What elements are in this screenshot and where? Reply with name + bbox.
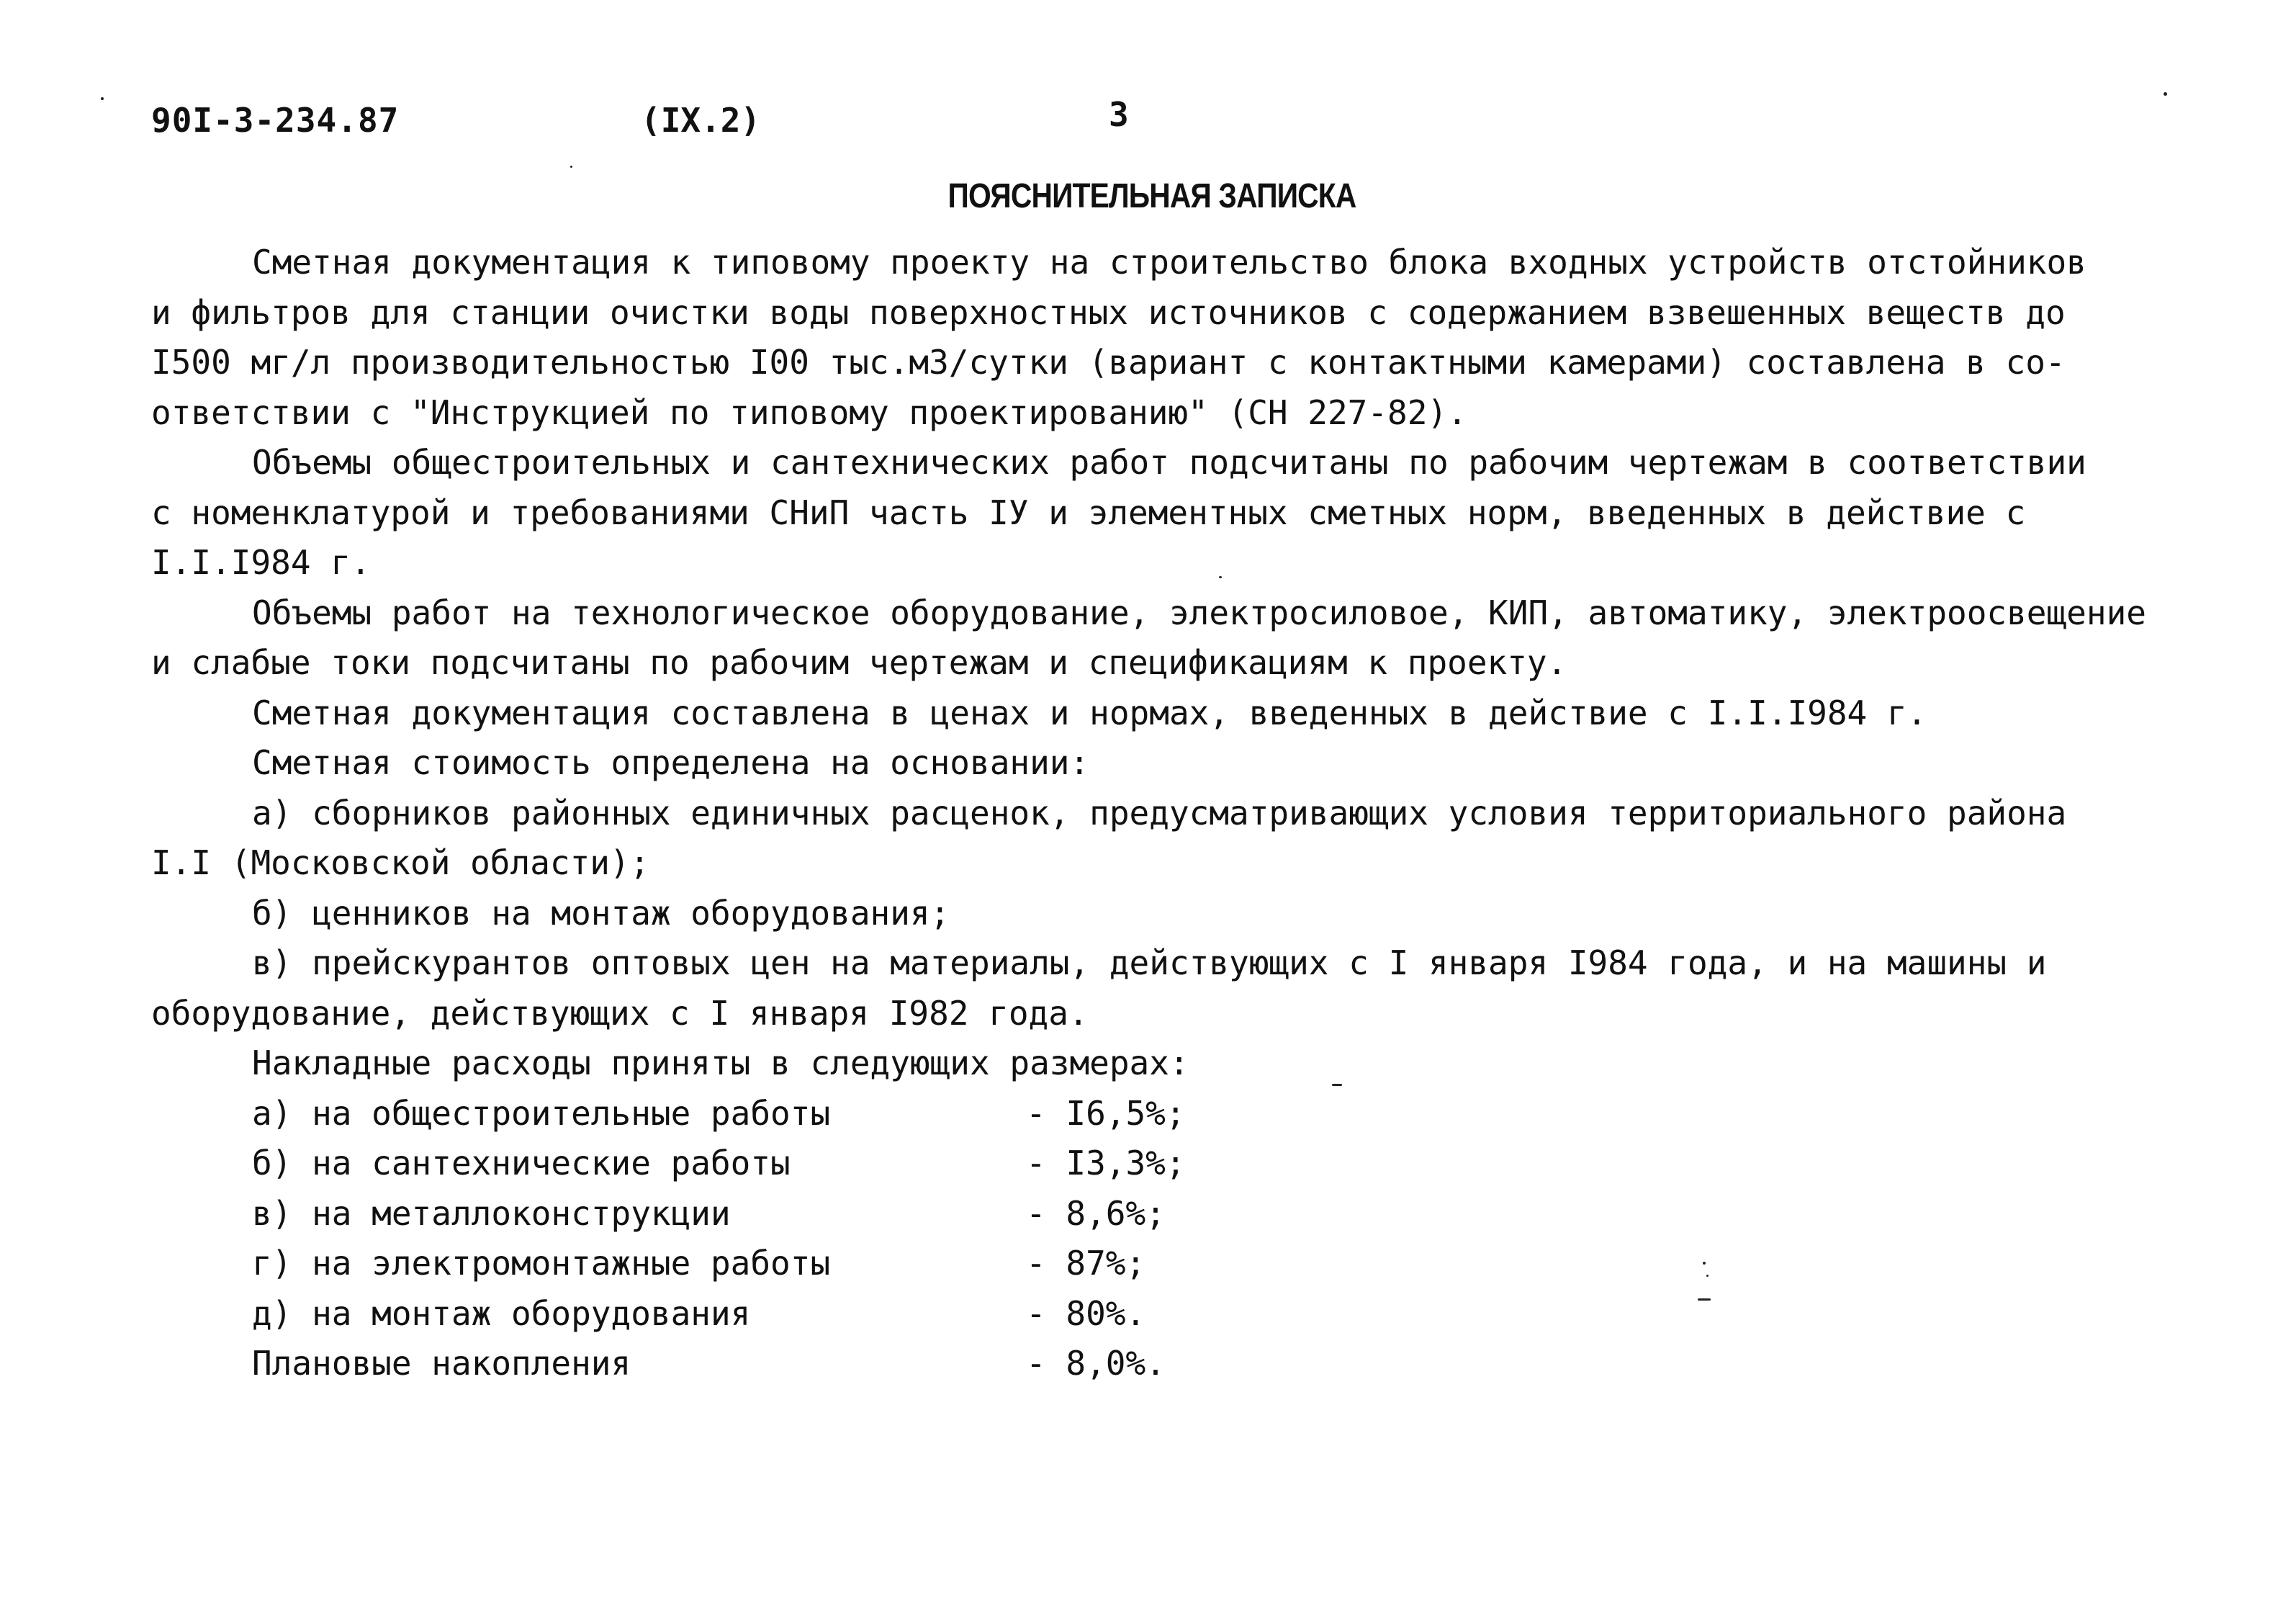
paragraph-line: I.I.I984 г. [151,543,371,582]
rate-label: б) на сантехнические работы [252,1144,791,1182]
rate-value: - I3,3%; [1026,1144,1186,1182]
overhead-rate-row [151,1289,2160,1339]
document-body [151,238,2160,1389]
paragraph-line: ответствии с "Инструкцией по типовому проектированию" (СН 227-82). [151,392,1467,432]
scan-speck [570,166,572,168]
page-number: 3 [1109,95,1129,134]
page-title: ПОЯСНИТЕЛЬНАЯ ЗАПИСКА [947,177,1356,215]
rate-value: - I6,5%; [1026,1093,1186,1133]
scan-speck [1698,1298,1711,1301]
overhead-rate-row [151,1139,2160,1189]
paragraph-line: I.I (Московской области); [151,843,650,882]
paragraph-line: Объемы общестроительных и сантехнических работ подсчитаны по рабочим чертежам в соответствии [252,443,2086,482]
rate-label: Плановые накопления [252,1344,631,1383]
paragraph-line: б) ценников на монтаж оборудования; [252,893,950,933]
rate-value: - 8,0%. [1026,1344,1166,1383]
paragraph-line: I500 мг/л производительностью I00 тыс.м3/сутки (вариант с контактными камерами) составлена в со- [151,343,2066,382]
rate-value: - 8,6%; [1026,1193,1166,1233]
rate-label: в) на металлоконструкции [252,1193,731,1233]
rate-label: а) на общестроительные работы [252,1093,831,1133]
scan-speck [1219,576,1222,578]
scan-speck [1703,1262,1706,1265]
rate-label: д) на монтаж оборудования [252,1293,751,1333]
paragraph-line: оборудование, действующих с I января I982 года. [151,993,1089,1033]
overhead-rate-row [151,1189,2160,1239]
rate-value: - 80%. [1026,1293,1146,1333]
paragraph-line: и слабые токи подсчитаны по рабочим чертежам и спецификациям к проекту. [151,643,1567,682]
paragraph-line: Сметная стоимость определена на основании: [252,743,1090,782]
paragraph-line: в) прейскурантов оптовых цен на материалы, действующих с I января I984 года, и на машины и [252,943,2047,982]
scan-speck [1706,1275,1709,1277]
document-code: 90I-3-234.87 [151,101,400,140]
page-header [151,95,2167,158]
paragraph-line: и фильтров для станции очистки воды поверхностных источников с содержанием взвешенных веществ до [151,292,2066,332]
scan-speck [2164,92,2167,96]
paragraph-line: Сметная документация к типовому проекту на строительство блока входных устройств отстойников [252,243,2086,282]
rate-value: - 87%; [1026,1244,1146,1283]
scan-speck [101,97,104,100]
paragraph-line: Объемы работ на технологическое оборудование, электросиловое, КИП, автоматику, электроосвещение [252,593,2146,632]
paragraph-line: с номенклатурой и требованиями СНиП часть IУ и элементных сметных норм, введенных в действие с [151,493,2026,532]
scan-speck [1332,1084,1342,1086]
paragraph-line: а) сборников районных единичных расценок, предусматривающих условия территориального района [252,793,2067,832]
paragraph-line: Сметная документация составлена в ценах и нормах, введенных в действие с I.I.I984 г. [252,693,1927,732]
planned-savings-row [151,1339,2160,1389]
overhead-rate-row [151,1239,2160,1289]
sheet-code: (IX.2) [641,101,761,140]
paragraph-line: Накладные расходы приняты в следующих размерах: [252,1043,1189,1082]
rate-label: г) на электромонтажные работы [252,1244,831,1283]
overhead-rate-row [151,1089,2160,1139]
